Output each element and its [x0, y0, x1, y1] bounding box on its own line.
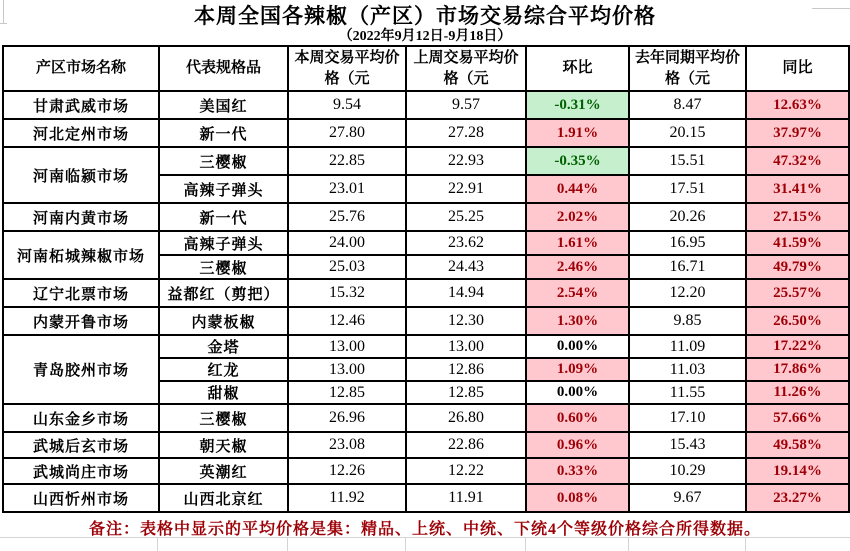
pct-cell: 19.14%: [746, 458, 849, 484]
gridline: [628, 538, 629, 551]
num-cell: 22.91: [406, 175, 526, 203]
product-cell: 新一代: [159, 119, 288, 147]
num-cell: 11.55: [629, 381, 746, 404]
market-cell: 河南柘城辣椒市场: [3, 231, 159, 279]
num-cell: 15.43: [629, 432, 746, 458]
pct-cell: 37.97%: [746, 119, 849, 147]
pct-cell: 0.33%: [526, 458, 629, 484]
product-cell: 内蒙板椒: [159, 307, 288, 335]
num-cell: 23.01: [288, 175, 406, 203]
num-cell: 11.92: [288, 484, 406, 512]
table-header: [3, 46, 849, 91]
gridline: [287, 538, 288, 551]
col-this-week-price: 本周交易平均价格（元: [288, 46, 406, 91]
pct-cell: 17.86%: [746, 358, 849, 381]
pct-cell: 49.79%: [746, 255, 849, 279]
num-cell: 12.20: [629, 279, 746, 307]
num-cell: 8.47: [629, 91, 746, 119]
product-cell: 高辣子弹头: [159, 175, 288, 203]
num-cell: 25.76: [288, 203, 406, 231]
num-cell: 23.62: [406, 231, 526, 255]
market-cell: 内蒙开鲁市场: [3, 307, 159, 335]
pct-cell: -0.35%: [526, 147, 629, 175]
pct-cell: 27.15%: [746, 203, 849, 231]
pct-cell: 49.58%: [746, 432, 849, 458]
product-cell: 三樱椒: [159, 255, 288, 279]
pct-cell: 0.60%: [526, 404, 629, 432]
pct-cell: 0.08%: [526, 484, 629, 512]
num-cell: 9.85: [629, 307, 746, 335]
num-cell: 25.25: [406, 203, 526, 231]
date-range: （2022年9月12日-9月18日）: [338, 29, 512, 44]
num-cell: 26.80: [406, 404, 526, 432]
pct-cell: 1.09%: [526, 358, 629, 381]
num-cell: 24.00: [288, 231, 406, 255]
num-cell: 20.26: [629, 203, 746, 231]
market-cell: 武城尚庄市场: [3, 458, 159, 484]
num-cell: 12.22: [406, 458, 526, 484]
num-cell: 12.85: [288, 381, 406, 404]
pct-cell: 2.46%: [526, 255, 629, 279]
pct-cell: 2.02%: [526, 203, 629, 231]
num-cell: 11.09: [629, 335, 746, 358]
market-cell: 河南内黄市场: [3, 203, 159, 231]
num-cell: 9.67: [629, 484, 746, 512]
num-cell: 10.29: [629, 458, 746, 484]
num-cell: 24.43: [406, 255, 526, 279]
num-cell: 17.51: [629, 175, 746, 203]
num-cell: 9.54: [288, 91, 406, 119]
gridline: [812, 8, 850, 9]
product-cell: 三樱椒: [159, 404, 288, 432]
num-cell: 22.93: [406, 147, 526, 175]
pct-cell: 26.50%: [746, 307, 849, 335]
num-cell: 20.15: [629, 119, 746, 147]
pct-cell: 12.63%: [746, 91, 849, 119]
num-cell: 12.46: [288, 307, 406, 335]
num-cell: 23.08: [288, 432, 406, 458]
num-cell: 26.96: [288, 404, 406, 432]
num-cell: 25.03: [288, 255, 406, 279]
num-cell: 12.85: [406, 381, 526, 404]
product-cell: 益都红（剪把）: [159, 279, 288, 307]
num-cell: 14.94: [406, 279, 526, 307]
num-cell: 13.00: [288, 358, 406, 381]
num-cell: 11.91: [406, 484, 526, 512]
pct-cell: 2.54%: [526, 279, 629, 307]
num-cell: 15.32: [288, 279, 406, 307]
table-row: [3, 458, 849, 484]
pct-cell: 17.22%: [746, 335, 849, 358]
table-row: [3, 91, 849, 119]
num-cell: 9.57: [406, 91, 526, 119]
product-cell: 三樱椒: [159, 147, 288, 175]
header-row: [3, 46, 849, 91]
pct-cell: 31.41%: [746, 175, 849, 203]
num-cell: 27.28: [406, 119, 526, 147]
gridline: [405, 538, 406, 551]
market-cell: 武城后玄市场: [3, 432, 159, 458]
product-cell: 红龙: [159, 358, 288, 381]
col-last-week-price: 上周交易平均价格（元: [406, 46, 526, 91]
gridline: [0, 23, 7, 24]
num-cell: 16.71: [629, 255, 746, 279]
table-row: [3, 147, 849, 175]
table-row: [3, 484, 849, 512]
num-cell: 11.03: [629, 358, 746, 381]
product-cell: 高辣子弹头: [159, 231, 288, 255]
num-cell: 27.80: [288, 119, 406, 147]
pct-cell: 47.32%: [746, 147, 849, 175]
pct-cell: 11.26%: [746, 381, 849, 404]
table-row: [3, 307, 849, 335]
pct-cell: 57.66%: [746, 404, 849, 432]
market-cell: 青岛胶州市场: [3, 335, 159, 404]
col-wow-change: 环比: [526, 46, 629, 91]
num-cell: 22.85: [288, 147, 406, 175]
num-cell: 17.10: [629, 404, 746, 432]
num-cell: 22.86: [406, 432, 526, 458]
num-cell: 12.26: [288, 458, 406, 484]
col-product: 代表规格品: [159, 46, 288, 91]
product-cell: 新一代: [159, 203, 288, 231]
pct-cell: -0.31%: [526, 91, 629, 119]
pct-cell: 0.00%: [526, 335, 629, 358]
num-cell: 16.95: [629, 231, 746, 255]
product-cell: 美国红: [159, 91, 288, 119]
product-cell: 朝天椒: [159, 432, 288, 458]
pct-cell: 1.30%: [526, 307, 629, 335]
num-cell: 13.00: [288, 335, 406, 358]
pct-cell: 0.00%: [526, 381, 629, 404]
table-body: [3, 91, 849, 512]
gridline: [3, 0, 4, 23]
product-cell: 金塔: [159, 335, 288, 358]
pct-cell: 1.61%: [526, 231, 629, 255]
table-row: [3, 279, 849, 307]
gridline: [745, 538, 746, 551]
product-cell: 英潮红: [159, 458, 288, 484]
table-row: [3, 119, 849, 147]
pct-cell: 41.59%: [746, 231, 849, 255]
pct-cell: 23.27%: [746, 484, 849, 512]
num-cell: 13.00: [406, 335, 526, 358]
page-title: 本周全国各辣椒（产区）市场交易综合平均价格: [194, 4, 656, 28]
product-cell: 甜椒: [159, 381, 288, 404]
num-cell: 12.86: [406, 358, 526, 381]
product-cell: 山西北京红: [159, 484, 288, 512]
table-row: [3, 203, 849, 231]
pct-cell: 0.96%: [526, 432, 629, 458]
market-cell: 河南临颍市场: [3, 147, 159, 203]
pct-cell: 1.91%: [526, 119, 629, 147]
table-row: [3, 335, 849, 358]
market-cell: 山东金乡市场: [3, 404, 159, 432]
gridline: [525, 538, 526, 551]
table-row: [3, 404, 849, 432]
table-row: [3, 432, 849, 458]
col-yoy-change: 同比: [746, 46, 849, 91]
price-table: [2, 45, 850, 513]
pct-cell: 25.57%: [746, 279, 849, 307]
col-market: 产区市场名称: [3, 46, 159, 91]
market-cell: 河北定州市场: [3, 119, 159, 147]
col-last-year-price: 去年同期平均价格（元: [629, 46, 746, 91]
pct-cell: 0.44%: [526, 175, 629, 203]
num-cell: 15.51: [629, 147, 746, 175]
footer-note: 备注：表格中显示的平均价格是集：精品、上统、中统、下统4个等级价格综合所得数据。: [88, 521, 761, 538]
table-row: [3, 231, 849, 255]
market-cell: 甘肃武威市场: [3, 91, 159, 119]
num-cell: 12.30: [406, 307, 526, 335]
market-cell: 山西忻州市场: [3, 484, 159, 512]
gridline: [157, 538, 158, 551]
market-cell: 辽宁北票市场: [3, 279, 159, 307]
bottom-gridline-strip: [0, 537, 850, 551]
